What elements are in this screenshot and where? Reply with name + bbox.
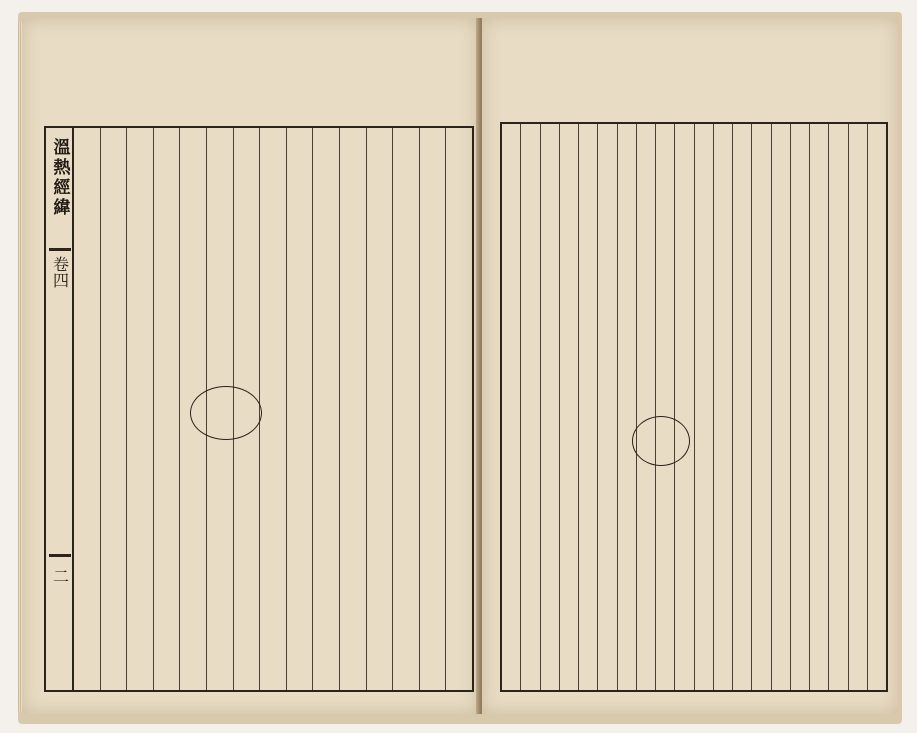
right-page-column bbox=[713, 124, 732, 690]
right-page-column bbox=[828, 124, 847, 690]
right-text-frame bbox=[500, 122, 888, 692]
left-page-column bbox=[259, 128, 286, 690]
left-page-column bbox=[445, 128, 472, 690]
left-page-column bbox=[74, 128, 100, 690]
fishtail-mark-bottom bbox=[49, 554, 71, 557]
right-page-column bbox=[520, 124, 539, 690]
left-page-column bbox=[419, 128, 446, 690]
right-page-column bbox=[771, 124, 790, 690]
right-page-column bbox=[578, 124, 597, 690]
right-page-column bbox=[674, 124, 693, 690]
left-page-column bbox=[366, 128, 393, 690]
margin-volume-label: 卷四 bbox=[50, 256, 70, 288]
open-book bbox=[18, 12, 902, 724]
right-columns bbox=[502, 124, 886, 690]
left-page-column bbox=[153, 128, 180, 690]
right-page-column bbox=[694, 124, 713, 690]
left-page-column bbox=[286, 128, 313, 690]
left-columns bbox=[74, 128, 472, 690]
left-page-column bbox=[126, 128, 153, 690]
right-page-column bbox=[732, 124, 751, 690]
right-page-column bbox=[751, 124, 770, 690]
right-page-column bbox=[809, 124, 828, 690]
right-page-column bbox=[867, 124, 886, 690]
left-page-column bbox=[100, 128, 127, 690]
right-page-column bbox=[655, 124, 674, 690]
ink-circle-mark bbox=[632, 416, 690, 466]
right-page-column bbox=[617, 124, 636, 690]
left-page-column bbox=[339, 128, 366, 690]
right-page-column bbox=[790, 124, 809, 690]
left-page-column bbox=[392, 128, 419, 690]
right-page-column bbox=[597, 124, 616, 690]
fishtail-mark-top bbox=[49, 248, 71, 251]
margin-folio-number: 二 bbox=[50, 568, 70, 584]
margin-book-title: 溫熱經緯 bbox=[49, 138, 70, 218]
left-page bbox=[22, 18, 478, 714]
right-page-column bbox=[502, 124, 520, 690]
left-page-column bbox=[312, 128, 339, 690]
ink-circle-mark bbox=[190, 386, 262, 440]
right-page-column bbox=[540, 124, 559, 690]
right-page-column bbox=[848, 124, 867, 690]
right-page bbox=[482, 18, 898, 714]
left-text-frame bbox=[72, 126, 474, 692]
right-page-column bbox=[559, 124, 578, 690]
folio-margin bbox=[44, 126, 74, 692]
right-page-column bbox=[636, 124, 655, 690]
